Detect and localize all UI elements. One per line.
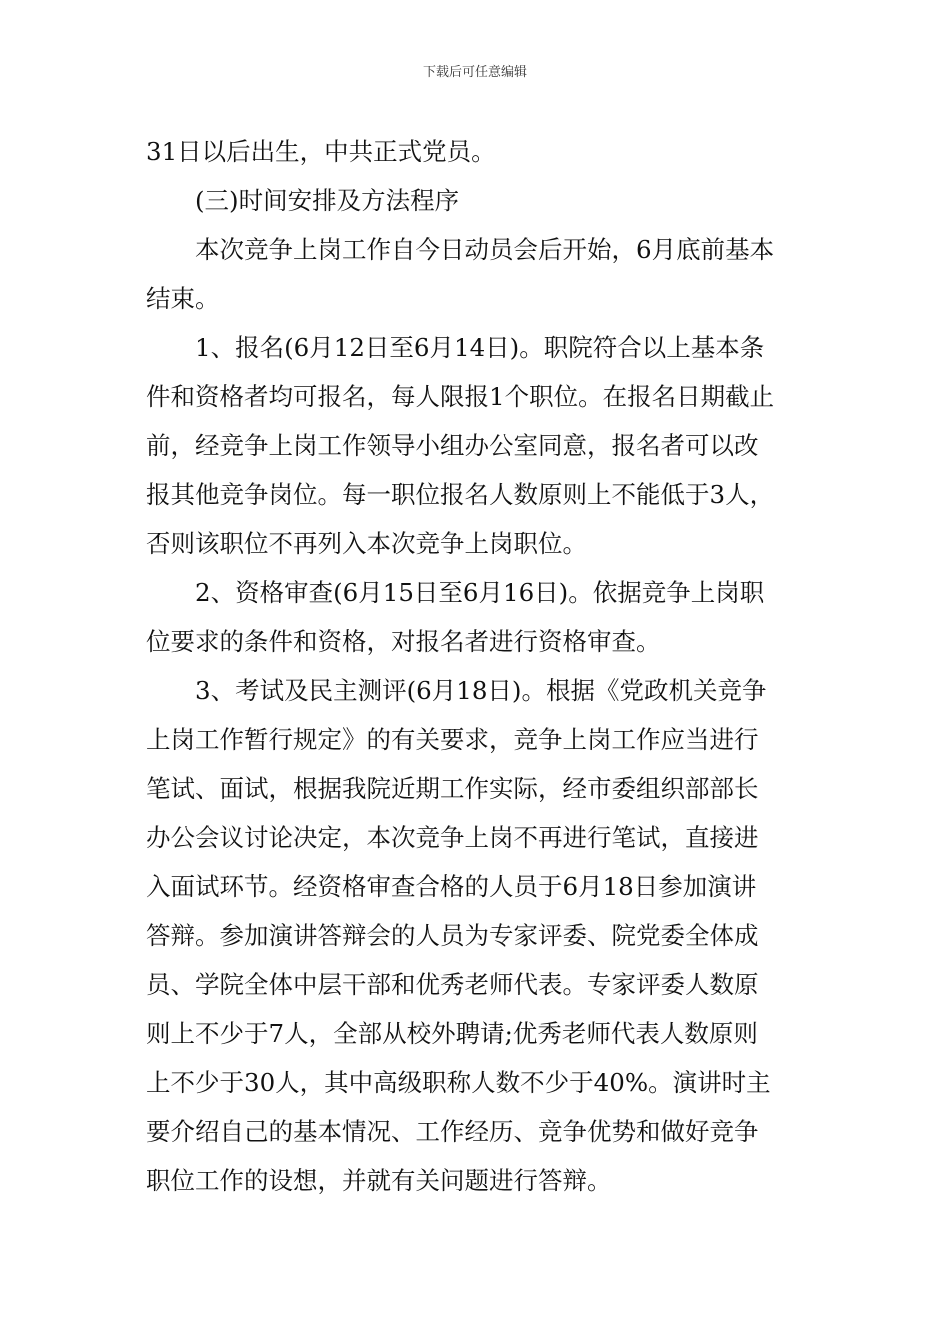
text-line: 否则该职位不再列入本次竞争上岗职位。	[146, 529, 587, 558]
text-line: 1、报名(6月12日至6月14日)。职院符合以上基本条	[195, 333, 765, 362]
text-line: 职位工作的设想，并就有关问题进行答辩。	[146, 1166, 612, 1195]
text-line: 前，经竞争上岗工作领导小组办公室同意，报名者可以改	[146, 431, 759, 460]
document-body	[146, 127, 808, 1205]
text-line: 员、学院全体中层干部和优秀老师代表。专家评委人数原	[146, 970, 759, 999]
text-line: 办公会议讨论决定，本次竞争上岗不再进行笔试，直接进	[146, 823, 759, 852]
text-line: 结束。	[146, 284, 220, 313]
text-line: 笔试、面试，根据我院近期工作实际，经市委组织部部长	[146, 774, 759, 803]
text-line: 位要求的条件和资格，对报名者进行资格审查。	[146, 627, 661, 656]
text-line: 件和资格者均可报名，每人限报1个职位。在报名日期截止	[146, 382, 775, 411]
text-line: 入面试环节。经资格审查合格的人员于6月18日参加演讲	[146, 872, 757, 901]
text-line: 上岗工作暂行规定》的有关要求，竞争上岗工作应当进行	[146, 725, 759, 754]
text-line: 答辩。参加演讲答辩会的人员为专家评委、院党委全体成	[146, 921, 759, 950]
text-line: 2、资格审查(6月15日至6月16日)。依据竞争上岗职	[195, 578, 765, 607]
text-line: 本次竞争上岗工作自今日动员会后开始，6月底前基本	[195, 235, 775, 264]
section-heading: (三)时间安排及方法程序	[195, 186, 460, 215]
text-line: 31日以后出生，中共正式党员。	[146, 137, 496, 166]
text-line: 3、考试及民主测评(6月18日)。根据《党政机关竞争	[195, 676, 767, 705]
text-line: 则上不少于7人，全部从校外聘请;优秀老师代表人数原则	[146, 1019, 758, 1048]
text-line: 上不少于30人，其中高级职称人数不少于40%。演讲时主	[146, 1068, 771, 1097]
text-line: 要介绍自己的基本情况、工作经历、竞争优势和做好竞争	[146, 1117, 759, 1146]
page-header-note: 下载后可任意编辑	[422, 65, 527, 80]
text-line: 报其他竞争岗位。每一职位报名人数原则上不能低于3人，	[146, 480, 775, 509]
